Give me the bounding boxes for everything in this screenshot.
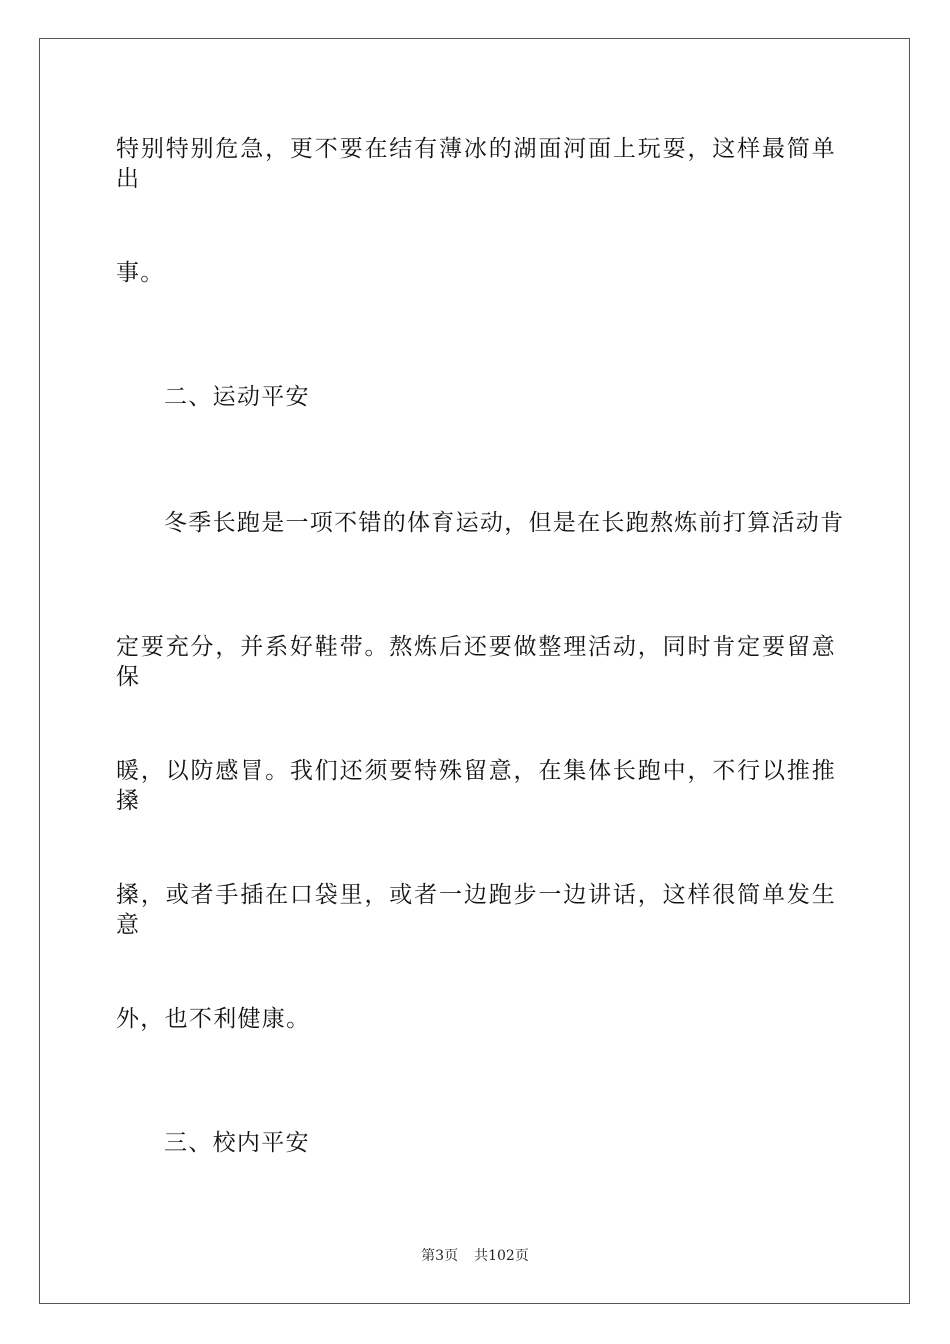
body-text-line: 暖，以防感冒。我们还须要特殊留意，在集体长跑中，不行以推推搡 (116, 758, 836, 814)
body-text-line: 事。 (116, 260, 165, 286)
page-footer (0, 1247, 950, 1265)
page-total: 共102页 (474, 1248, 529, 1264)
body-text-line: 定要充分，并系好鞋带。熬炼后还要做整理活动，同时肯定要留意保 (116, 634, 836, 690)
body-text-line: 搡，或者手插在口袋里，或者一边跑步一边讲话，这样很简单发生意 (116, 882, 836, 938)
section-heading: 二、运动平安 (164, 384, 310, 410)
page-number: 第3页 (421, 1248, 459, 1264)
body-text-line: 特别特别危急，更不要在结有薄冰的湖面河面上玩耍，这样最简单出 (116, 136, 836, 192)
body-text-line: 冬季长跑是一项不错的体育运动，但是在长跑熬炼前打算活动肯 (164, 510, 845, 536)
body-text-line: 外，也不利健康。 (116, 1006, 311, 1032)
section-heading: 三、校内平安 (164, 1130, 310, 1156)
